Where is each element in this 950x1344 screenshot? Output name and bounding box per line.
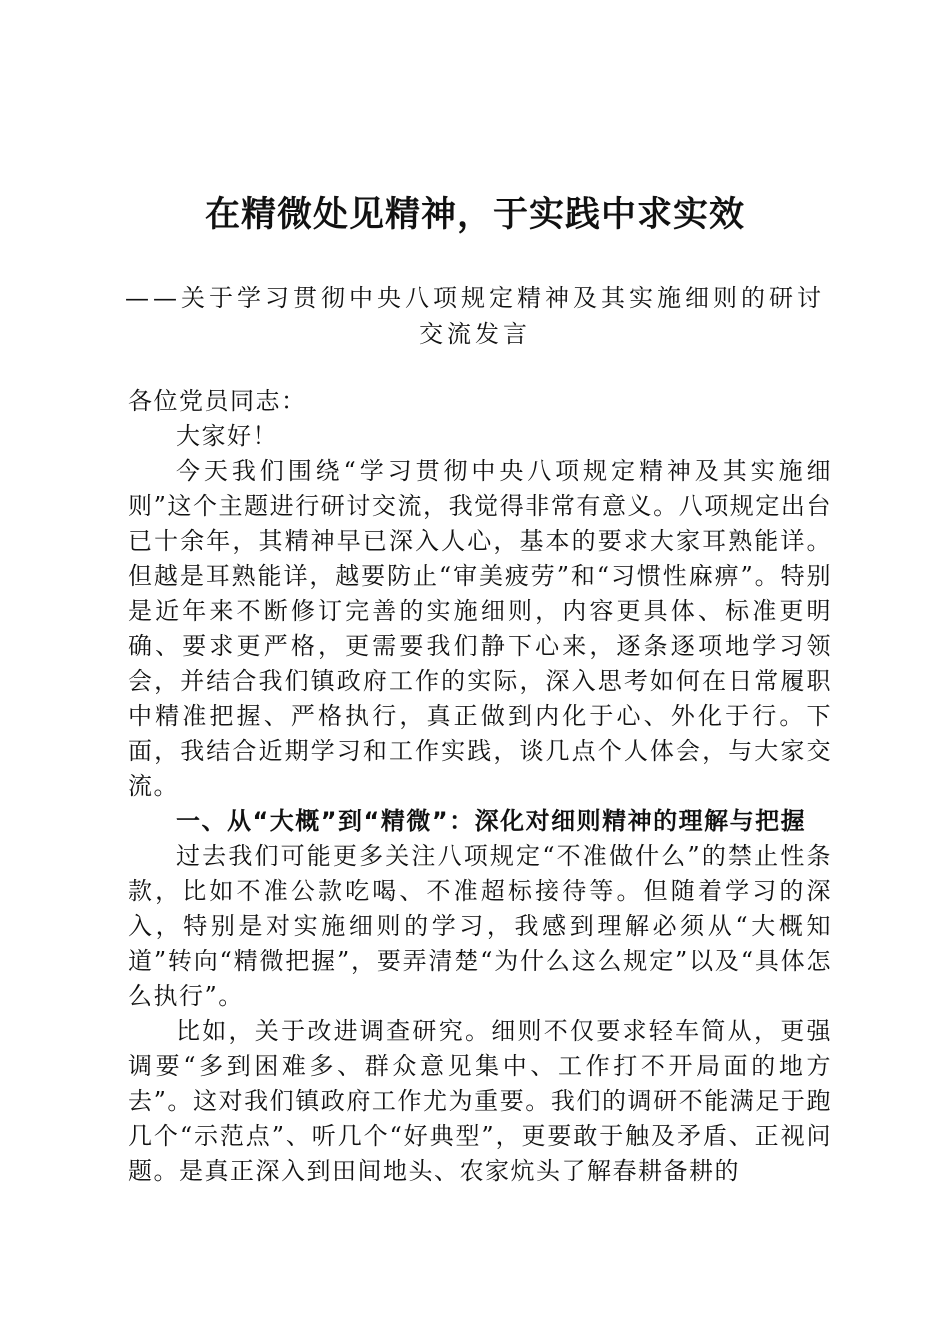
paragraph-intro: 今天我们围绕“学习贯彻中央八项规定精神及其实施细则”这个主题进行研讨交流，我觉得非常有意义。八项规定出台已十余年，其精神早已深入人心，基本的要求大家耳熟能详。但越是耳熟能详，越要防止“审美疲劳”和“习惯性麻痹”。特别是近年来不断修订完善的实施细则，内容更具体、标准更明确、要求更严格，更需要我们静下心来，逐条逐项地学习领会，并结合我们镇政府工作的实际，深入思考如何在日常履职中精准把握、严格执行，真正做到内化于心、外化于行。下面，我结合近期学习和工作实践，谈几点个人体会，与大家交流。 xyxy=(128,457,832,800)
paragraph-section-1b: 比如，关于改进调查研究。细则不仅要求轻车简从，更强调要“多到困难多、群众意见集中、工作打不开局面的地方去”。这对我们镇政府工作尤为重要。我们的调研不能满足于跑几个“示范点”、听几个“好典型”，更要敢于触及矛盾、正视问题。是真正深入到田间地头、农家炕头了解春耕备耕的 xyxy=(128,1017,832,1185)
document-body xyxy=(128,384,832,1189)
greeting: 大家好！ xyxy=(176,422,278,450)
paragraph-section-1a: 过去我们可能更多关注八项规定“不准做什么”的禁止性条款，比如不准公款吃喝、不准超标接待等。但随着学习的深入，特别是对实施细则的学习，我感到理解必须从“大概知道”转向“精微把握”，要弄清楚“为什么这么规定”以及“具体怎么执行”。 xyxy=(128,842,832,1010)
salutation: 各位党员同志： xyxy=(128,387,307,415)
document-title: 在精微处见精神，于实践中求实效 xyxy=(204,194,745,235)
document-subtitle: ——关于学习贯彻中央八项规定精神及其实施细则的研讨交流发言 xyxy=(125,284,825,348)
section-heading-1: 一、从“大概”到“精微”：深化对细则精神的理解与把握 xyxy=(176,807,807,835)
